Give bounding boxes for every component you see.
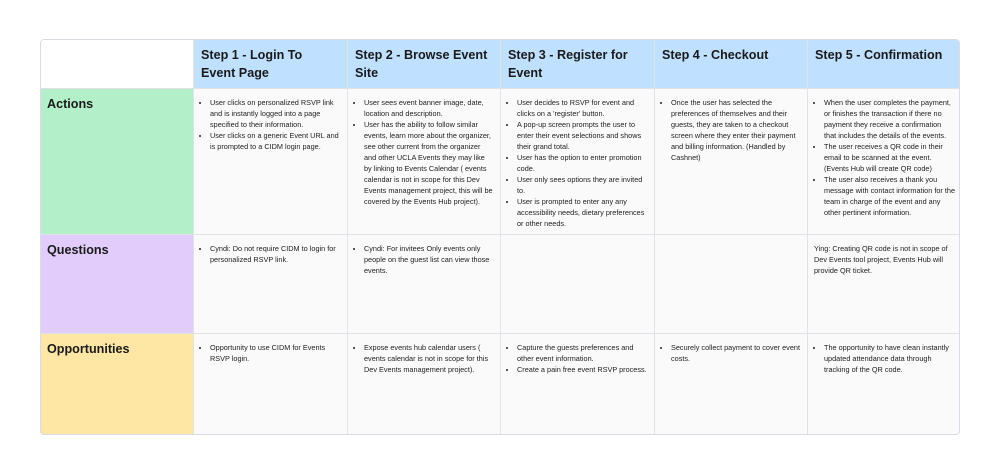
actions-step-3 xyxy=(501,89,655,235)
list-item: • User clicks on a generic Event URL and is prompted to a CIDM login page. xyxy=(210,130,341,152)
questions-step-1 xyxy=(194,235,348,334)
step-header-2: Step 2 - Browse Event Site xyxy=(348,40,501,89)
journey-map-grid xyxy=(40,39,960,435)
row-label-actions: Actions xyxy=(41,89,194,235)
questions-step-5 xyxy=(808,235,960,334)
row-label-opportunities: Opportunities xyxy=(41,334,194,434)
actions-step-4 xyxy=(655,89,808,235)
list-item: • Create a pain free event RSVP process. xyxy=(517,364,648,375)
list-item: • User is prompted to enter any any accessibility needs, dietary preferences or other needs. xyxy=(517,196,648,229)
questions-step-2 xyxy=(348,235,501,334)
step-header-4: Step 4 - Checkout xyxy=(655,40,808,89)
opportunities-step-2 xyxy=(348,334,501,434)
list-item: • Cyndi: For invitees Only events only people on the guest list can view those events. xyxy=(364,243,494,276)
step-header-1: Step 1 - Login To Event Page xyxy=(194,40,348,89)
list-item: • Capture the guests preferences and other event information. xyxy=(517,342,648,364)
opportunities-step-1 xyxy=(194,334,348,434)
row-label-questions: Questions xyxy=(41,235,194,334)
list-item: • User decides to RSVP for event and clicks on a 'register' button. xyxy=(517,97,648,119)
note-text: Ying: Creating QR code is not in scope of Dev Events tool project, Events Hub will provide QR ticket. xyxy=(814,244,948,275)
list-item: • When the user completes the payment, or finishes the transaction if there no payment they receive a confirmation that includes the details of the events. xyxy=(824,97,955,141)
list-item: • User sees event banner image, date, location and description. xyxy=(364,97,494,119)
list-item: • The user also receives a thank you message with contact information for the team in charge of the event and any other pertinent information. xyxy=(824,174,955,218)
opportunities-step-4 xyxy=(655,334,808,434)
list-item: • The user receives a QR code in their email to be scanned at the event. (Events Hub will create QR code) xyxy=(824,141,955,174)
list-item: • User has the option to enter promotion code. xyxy=(517,152,648,174)
opportunities-step-5 xyxy=(808,334,960,434)
actions-step-1 xyxy=(194,89,348,235)
list-item: • Once the user has selected the preferences of themselves and their guests, they are taken to a checkout screen where they enter their payment and billing information. (Handled by Cashnet) xyxy=(671,97,801,163)
list-item: • User has the ability to follow similar events, learn more about the organizer, see other current from the organizer and other UCLA Events they may like by linking to Events Calendar ( events calendar is not in scope for this Dev Events management project, this will be covered by the Events Hub project). xyxy=(364,119,494,207)
list-item: • User only sees options they are invited to. xyxy=(517,174,648,196)
actions-step-2 xyxy=(348,89,501,235)
list-item: • A pop-up screen prompts the user to enter their event selections and shows their grand total. xyxy=(517,119,648,152)
list-item: • Expose events hub calendar users ( events calendar is not in scope for this Dev Events management project). xyxy=(364,342,494,375)
questions-step-4 xyxy=(655,235,808,334)
list-item: • User clicks on personalized RSVP link and is instantly logged into a page specified to their information. xyxy=(210,97,341,130)
step-header-5: Step 5 - Confirmation xyxy=(808,40,960,89)
corner-cell xyxy=(41,40,194,89)
list-item: • Opportunity to use CIDM for Events RSVP login. xyxy=(210,342,341,364)
step-header-3: Step 3 - Register for Event xyxy=(501,40,655,89)
list-item: • Securely collect payment to cover event costs. xyxy=(671,342,801,364)
list-item: • The opportunity to have clean instantly updated attendance data through tracking of the QR code. xyxy=(824,342,955,375)
list-item: • Cyndi: Do not require CIDM to login for personalized RSVP link. xyxy=(210,243,341,265)
opportunities-step-3 xyxy=(501,334,655,434)
questions-step-3 xyxy=(501,235,655,334)
actions-step-5 xyxy=(808,89,960,235)
